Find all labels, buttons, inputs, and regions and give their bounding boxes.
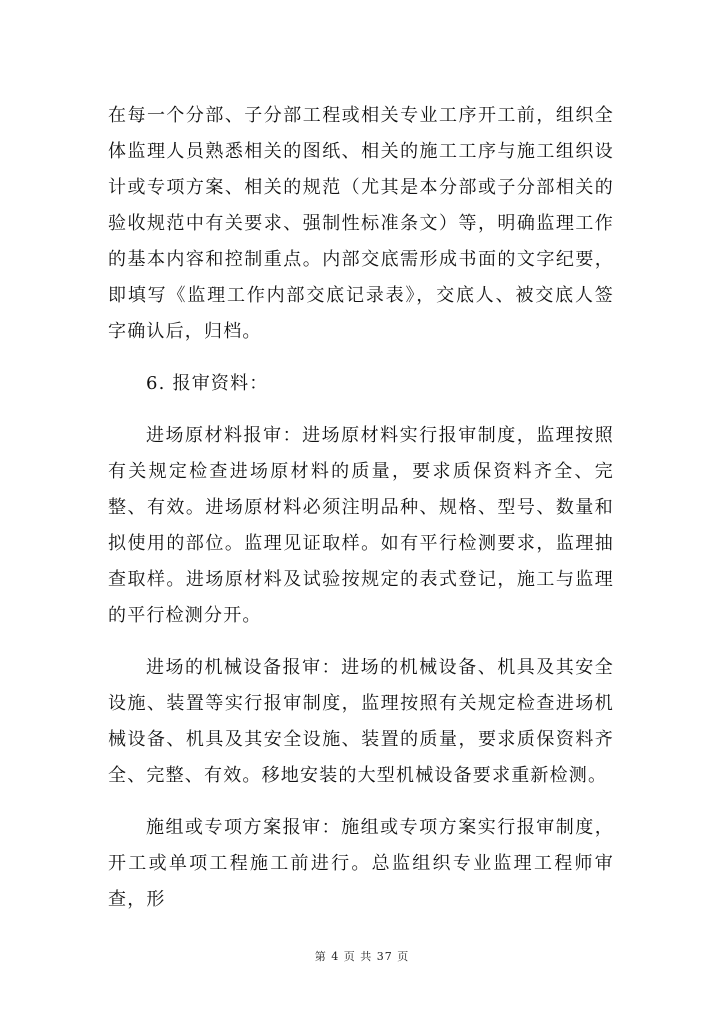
paragraph-raw-materials: 进场原材料报审：进场原材料实行报审制度，监理按照有关规定检查进场原材料的质量，要求质保资料齐全、完整、有效。进场原材料必须注明品种、规格、型号、数量和拟使用的部位。监理见证取样。如有平行检测要求，监理抽查取样。进场原材料及试验按规定的表式登记，施工与监理的平行检测分开。 [108, 425, 614, 626]
section-heading-submission: 6. 报审资料： [146, 373, 269, 394]
page-number-footer: 第 4 页 共 37 页 [314, 950, 410, 963]
document-body [108, 98, 614, 918]
paragraph-machinery: 进场的机械设备报审：进场的机械设备、机具及其安全设施、装置等实行报审制度，监理按照有关规定检查进场机械设备、机具及其安全设施、装置的质量，要求质保资料齐全、完整、有效。移地安装的大型机械设备要求重新检测。 [108, 657, 614, 786]
paragraph-internal-briefing: 在每一个分部、子分部工程或相关专业工序开工前，组织全体监理人员熟悉相关的图纸、相关的施工工序与施工组织设计或专项方案、相关的规范（尤其是本分部或子分部相关的验收规范中有关要求、强制性标准条文）等，明确监理工作的基本内容和控制重点。内部交底需形成书面的文字纪要，即填写《监理工作内部交底记录表》，交底人、被交底人签字确认后，归档。 [108, 105, 614, 342]
paragraph-construction-plan: 施组或专项方案报审：施组或专项方案实行报审制度，开工或单项工程施工前进行。总监组织专业监理工程师审查，形 [108, 817, 614, 910]
